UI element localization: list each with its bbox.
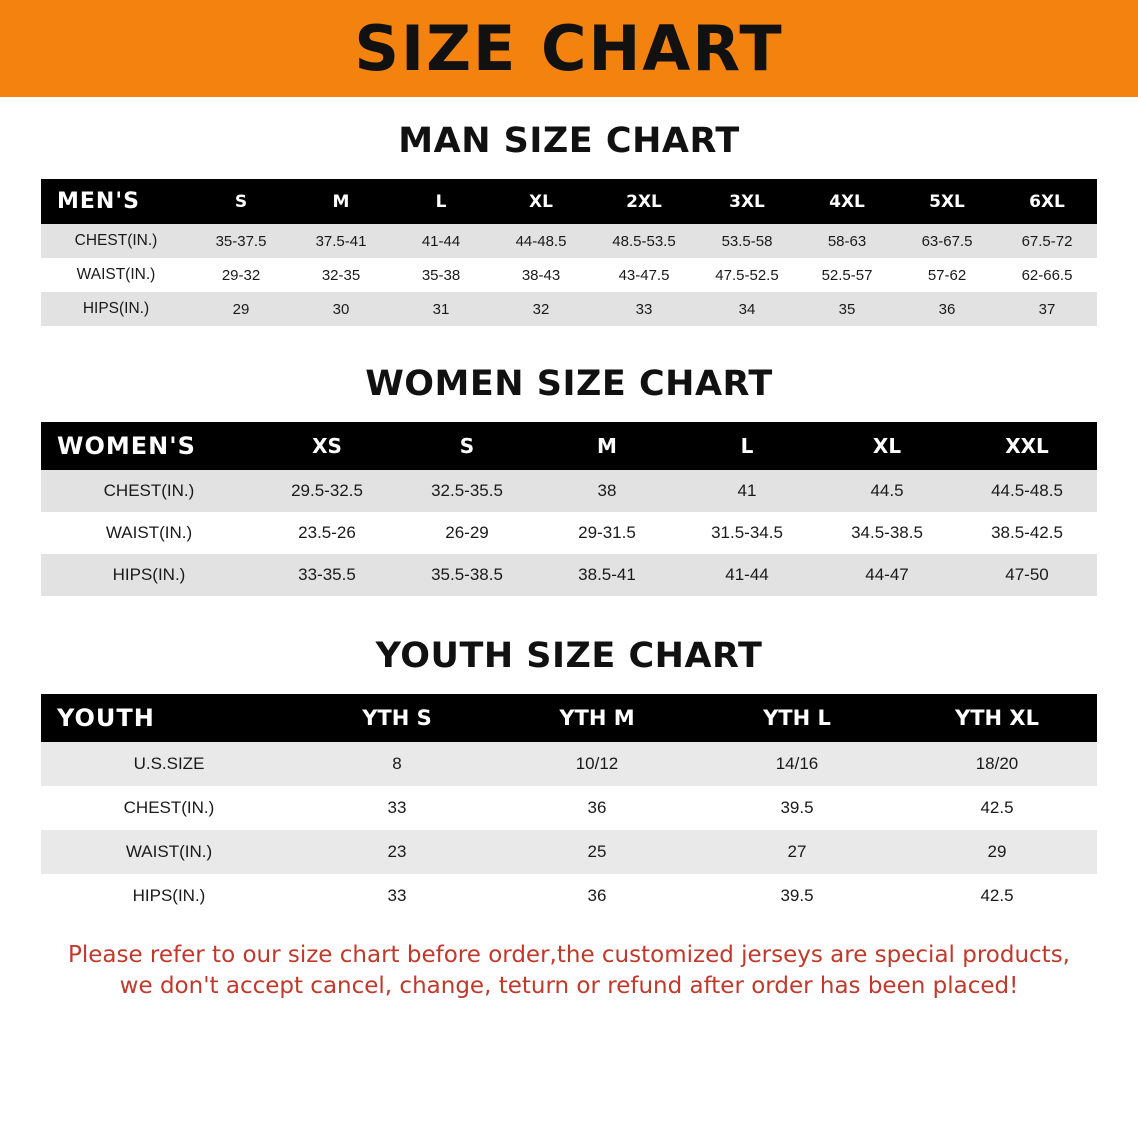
man-row-1-cell-2: 35-38 [391, 258, 491, 292]
women-row-0-label: CHEST(IN.) [41, 470, 257, 512]
table-row [41, 292, 1097, 326]
women-row-2-label: HIPS(IN.) [41, 554, 257, 596]
youth-table-container [0, 694, 1138, 918]
women-table-container [0, 422, 1138, 596]
man-row-0-cell-0: 35-37.5 [191, 224, 291, 258]
youth-row-2-cell-1: 25 [497, 830, 697, 874]
women-row-1-cell-2: 29-31.5 [537, 512, 677, 554]
man-table-header-row [41, 179, 1097, 224]
man-col-4: 2XL [591, 179, 697, 224]
youth-col-0: YTH S [297, 694, 497, 742]
man-col-8: 6XL [997, 179, 1097, 224]
man-row-2-cell-5: 34 [697, 292, 797, 326]
women-row-2-cell-2: 38.5-41 [537, 554, 677, 596]
youth-row-1-cell-0: 33 [297, 786, 497, 830]
women-row-1-cell-1: 26-29 [397, 512, 537, 554]
women-table-header-row [41, 422, 1097, 470]
women-row-1-cell-5: 38.5-42.5 [957, 512, 1097, 554]
youth-row-0-cell-3: 18/20 [897, 742, 1097, 786]
women-row-1-cell-3: 31.5-34.5 [677, 512, 817, 554]
man-row-0-cell-3: 44-48.5 [491, 224, 591, 258]
youth-row-2-cell-0: 23 [297, 830, 497, 874]
youth-row-1-cell-1: 36 [497, 786, 697, 830]
youth-table-header-row [41, 694, 1097, 742]
women-row-2-cell-5: 47-50 [957, 554, 1097, 596]
man-row-0-cell-5: 53.5-58 [697, 224, 797, 258]
youth-row-0-cell-0: 8 [297, 742, 497, 786]
youth-row-3-cell-2: 39.5 [697, 874, 897, 918]
man-corner-label: MEN'S [41, 179, 191, 224]
youth-row-3-cell-0: 33 [297, 874, 497, 918]
women-row-0-cell-1: 32.5-35.5 [397, 470, 537, 512]
youth-row-3-cell-1: 36 [497, 874, 697, 918]
footer-note [40, 940, 1098, 1002]
women-row-2-cell-3: 41-44 [677, 554, 817, 596]
man-row-0-cell-6: 58-63 [797, 224, 897, 258]
women-row-0-cell-5: 44.5-48.5 [957, 470, 1097, 512]
man-row-2-cell-4: 33 [591, 292, 697, 326]
youth-col-3: YTH XL [897, 694, 1097, 742]
women-row-0-cell-4: 44.5 [817, 470, 957, 512]
youth-row-1-cell-2: 39.5 [697, 786, 897, 830]
women-section-title: WOMEN SIZE CHART [365, 364, 773, 404]
man-size-table [41, 179, 1097, 326]
youth-col-1: YTH M [497, 694, 697, 742]
man-row-1-cell-8: 62-66.5 [997, 258, 1097, 292]
man-col-2: L [391, 179, 491, 224]
women-row-2-cell-4: 44-47 [817, 554, 957, 596]
man-row-1-cell-3: 38-43 [491, 258, 591, 292]
man-row-0-cell-7: 63-67.5 [897, 224, 997, 258]
man-col-6: 4XL [797, 179, 897, 224]
youth-row-3-label: HIPS(IN.) [41, 874, 297, 918]
women-row-2-cell-0: 33-35.5 [257, 554, 397, 596]
youth-row-2-cell-2: 27 [697, 830, 897, 874]
man-col-3: XL [491, 179, 591, 224]
youth-row-3-cell-3: 42.5 [897, 874, 1097, 918]
table-row [41, 742, 1097, 786]
youth-row-2-cell-3: 29 [897, 830, 1097, 874]
women-row-2-cell-1: 35.5-38.5 [397, 554, 537, 596]
youth-row-1-label: CHEST(IN.) [41, 786, 297, 830]
youth-row-2-label: WAIST(IN.) [41, 830, 297, 874]
man-row-0-cell-8: 67.5-72 [997, 224, 1097, 258]
man-table-container [0, 179, 1138, 326]
youth-corner-label: YOUTH [41, 694, 297, 742]
youth-row-1-cell-3: 42.5 [897, 786, 1097, 830]
women-size-table [41, 422, 1097, 596]
youth-row-0-cell-2: 14/16 [697, 742, 897, 786]
women-row-1-label: WAIST(IN.) [41, 512, 257, 554]
youth-col-2: YTH L [697, 694, 897, 742]
man-row-2-cell-1: 30 [291, 292, 391, 326]
man-col-5: 3XL [697, 179, 797, 224]
table-row [41, 830, 1097, 874]
man-row-1-label: WAIST(IN.) [41, 258, 191, 292]
man-row-1-cell-6: 52.5-57 [797, 258, 897, 292]
women-row-0-cell-0: 29.5-32.5 [257, 470, 397, 512]
table-row [41, 512, 1097, 554]
man-row-0-cell-2: 41-44 [391, 224, 491, 258]
youth-row-0-cell-1: 10/12 [497, 742, 697, 786]
women-col-1: S [397, 422, 537, 470]
youth-section-title: YOUTH SIZE CHART [375, 636, 763, 676]
man-row-2-cell-7: 36 [897, 292, 997, 326]
man-col-1: M [291, 179, 391, 224]
man-row-0-cell-4: 48.5-53.5 [591, 224, 697, 258]
man-row-0-cell-1: 37.5-41 [291, 224, 391, 258]
women-row-0-cell-2: 38 [537, 470, 677, 512]
women-corner-label: WOMEN'S [41, 422, 257, 470]
man-row-1-cell-4: 43-47.5 [591, 258, 697, 292]
table-row [41, 224, 1097, 258]
women-col-2: M [537, 422, 677, 470]
table-row [41, 470, 1097, 512]
women-col-4: XL [817, 422, 957, 470]
table-row [41, 874, 1097, 918]
header-banner [0, 0, 1138, 97]
man-col-7: 5XL [897, 179, 997, 224]
man-col-0: S [191, 179, 291, 224]
women-row-1-cell-4: 34.5-38.5 [817, 512, 957, 554]
table-row [41, 554, 1097, 596]
table-row [41, 258, 1097, 292]
women-row-1-cell-0: 23.5-26 [257, 512, 397, 554]
women-col-3: L [677, 422, 817, 470]
man-row-2-label: HIPS(IN.) [41, 292, 191, 326]
man-row-0-label: CHEST(IN.) [41, 224, 191, 258]
page-title: SIZE CHART [354, 11, 784, 85]
man-row-2-cell-3: 32 [491, 292, 591, 326]
footer-note-line-2: we don't accept cancel, change, teturn or refund after order has been placed! [119, 973, 1019, 1000]
man-row-1-cell-1: 32-35 [291, 258, 391, 292]
women-col-0: XS [257, 422, 397, 470]
table-row [41, 786, 1097, 830]
man-section-title: MAN SIZE CHART [398, 121, 740, 161]
man-row-2-cell-8: 37 [997, 292, 1097, 326]
man-row-1-cell-7: 57-62 [897, 258, 997, 292]
man-row-2-cell-6: 35 [797, 292, 897, 326]
women-row-0-cell-3: 41 [677, 470, 817, 512]
youth-row-0-label: U.S.SIZE [41, 742, 297, 786]
man-row-2-cell-2: 31 [391, 292, 491, 326]
footer-note-line-1: Please refer to our size chart before order,the customized jerseys are special products, [67, 942, 1070, 968]
man-row-1-cell-0: 29-32 [191, 258, 291, 292]
youth-size-table [41, 694, 1097, 918]
women-col-5: XXL [957, 422, 1097, 470]
man-row-2-cell-0: 29 [191, 292, 291, 326]
man-row-1-cell-5: 47.5-52.5 [697, 258, 797, 292]
